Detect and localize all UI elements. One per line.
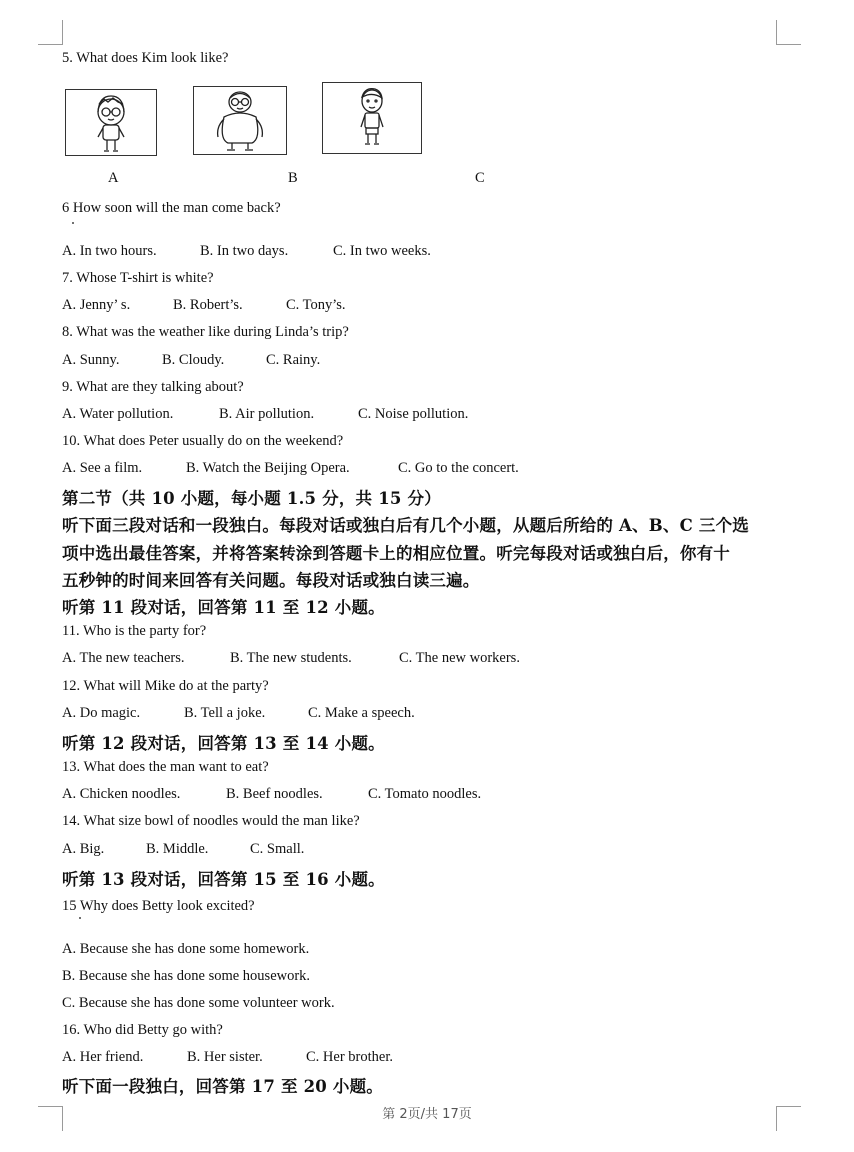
option-11c: C. The new workers.	[399, 650, 520, 666]
boy-standing-icon	[323, 83, 421, 153]
option-13b: B. Beef noodles.	[226, 786, 323, 802]
option-14b: B. Middle.	[146, 841, 209, 857]
section-2-instructions-line-1: 听下面三段对话和一段独白。每段对话或独白后有几个小题，从题后所给的 A、B、C 三个选	[62, 516, 749, 535]
dialog-12-heading: 听第 12 段对话，回答第 13 至 14 小题。	[62, 734, 385, 753]
question-9: 9. What are they talking about?	[62, 379, 244, 395]
option-13a: A. Chicken noodles.	[62, 786, 181, 802]
dialog-13-heading: 听第 13 段对话，回答第 15 至 16 小题。	[62, 870, 385, 889]
section-2-instructions-line-3: 五秒钟的时间来回答有关问题。每段对话或独白读三遍。	[62, 571, 480, 590]
option-11a: A. The new teachers.	[62, 650, 185, 666]
option-15b: B. Because she has done some housework.	[62, 968, 311, 984]
option-8c: C. Rainy.	[266, 352, 321, 368]
question-14: 14. What size bowl of noodles would the man like?	[62, 813, 360, 829]
picture-b	[193, 86, 287, 155]
option-15a: A. Because she has done some homework.	[62, 941, 310, 957]
stray-dot	[72, 222, 74, 224]
page-number: 第 2页/共 17页	[382, 1107, 472, 1122]
option-7c: C. Tony’s.	[286, 297, 346, 313]
option-10a: A. See a film.	[62, 460, 143, 476]
picture-label-b: B	[288, 170, 298, 186]
question-13: 13. What does the man want to eat?	[62, 759, 269, 775]
option-12b: B. Tell a joke.	[184, 705, 266, 721]
picture-label-a: A	[108, 170, 119, 186]
chubby-boy-with-glasses-icon	[194, 87, 286, 154]
option-7b: B. Robert’s.	[173, 297, 243, 313]
picture-label-c: C	[475, 170, 485, 186]
option-6c: C. In two weeks.	[333, 243, 431, 259]
corner-mark-top-left	[38, 20, 63, 45]
option-10c: C. Go to the concert.	[398, 460, 519, 476]
dialog-11-heading: 听第 11 段对话，回答第 11 至 12 小题。	[62, 598, 385, 617]
question-5: 5. What does Kim look like?	[62, 50, 229, 66]
option-12c: C. Make a speech.	[308, 705, 415, 721]
option-8a: A. Sunny.	[62, 352, 120, 368]
option-16b: B. Her sister.	[187, 1049, 263, 1065]
monologue-heading: 听下面一段独白，回答第 17 至 20 小题。	[62, 1077, 384, 1096]
question-10: 10. What does Peter usually do on the weekend?	[62, 433, 344, 449]
option-13c: C. Tomato noodles.	[368, 786, 482, 802]
option-8b: B. Cloudy.	[162, 352, 225, 368]
section-2-instructions-line-2: 项中选出最佳答案，并将答案转涂到答题卡上的相应位置。听完每段对话或独白后，你有十	[62, 544, 730, 563]
picture-a	[65, 89, 157, 156]
option-6a: A. In two hours.	[62, 243, 157, 259]
question-6: 6 How soon will the man come back?	[62, 200, 281, 216]
question-16: 16. Who did Betty go with?	[62, 1022, 223, 1038]
option-6b: B. In two days.	[200, 243, 289, 259]
section-2-title: 第二节（共 10 小题，每小题 1.5 分，共 15 分）	[62, 489, 441, 508]
question-8: 8. What was the weather like during Linda’s trip?	[62, 324, 349, 340]
option-16c: C. Her brother.	[306, 1049, 393, 1065]
option-12a: A. Do magic.	[62, 705, 141, 721]
option-9c: C. Noise pollution.	[358, 406, 469, 422]
option-9b: B. Air pollution.	[219, 406, 315, 422]
picture-c	[322, 82, 422, 154]
option-14a: A. Big.	[62, 841, 105, 857]
question-11: 11. Who is the party for?	[62, 623, 207, 639]
option-10b: B. Watch the Beijing Opera.	[186, 460, 350, 476]
option-14c: C. Small.	[250, 841, 305, 857]
stray-dot	[79, 917, 81, 919]
option-15c: C. Because she has done some volunteer work.	[62, 995, 335, 1011]
corner-mark-top-right	[776, 20, 801, 45]
option-7a: A. Jenny’ s.	[62, 297, 131, 313]
question-15: 15 Why does Betty look excited?	[62, 898, 255, 914]
option-11b: B. The new students.	[230, 650, 352, 666]
option-9a: A. Water pollution.	[62, 406, 174, 422]
question-7: 7. Whose T-shirt is white?	[62, 270, 214, 286]
boy-with-glasses-icon	[66, 90, 156, 155]
question-12: 12. What will Mike do at the party?	[62, 678, 269, 694]
option-16a: A. Her friend.	[62, 1049, 144, 1065]
